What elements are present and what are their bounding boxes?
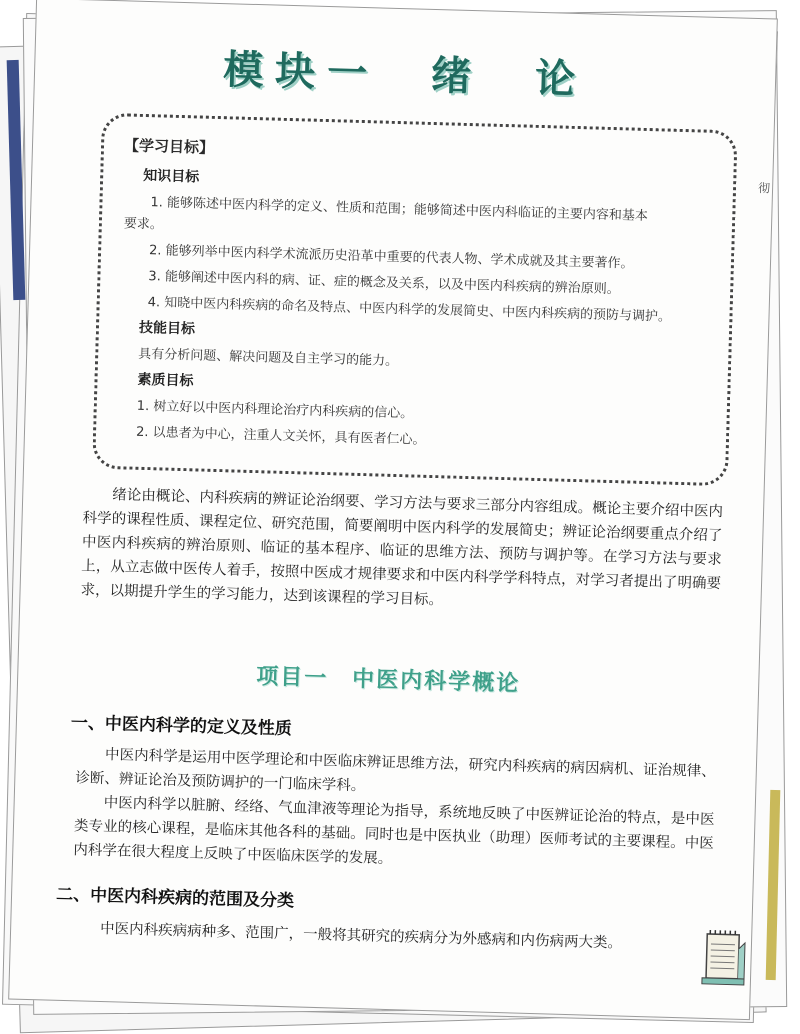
quality-goal-item: 2. 以患者为中心，注重人文关怀，具有医者仁心。	[135, 424, 426, 448]
notebook-icon	[700, 928, 748, 987]
knowledge-goal-item: 3. 能够阐述中医内科的病、证、症的概念及关系，以及中医内科疾病的辨治原则。	[148, 269, 620, 298]
quality-goal-item: 1. 树立好以中医内科理论治疗内科疾病的信心。	[136, 398, 414, 422]
knowledge-goals-heading: 知识目标	[142, 167, 200, 186]
section2-paragraphs	[71, 916, 711, 958]
learning-goals-box	[92, 113, 738, 487]
section2-paragraph: 中医内科疾病病种多、范围广，一般将其研究的疾病分为外感病和内伤病两大类。	[99, 920, 623, 952]
knowledge-goal-item: 1. 能够陈述中医内科学的定义、性质和范围；能够简述中医内科临证的主要内容和基本	[150, 195, 649, 224]
skill-goals-heading: 技能目标	[138, 319, 196, 338]
section-heading: 二、中医内科疾病的范围及分类	[55, 884, 295, 912]
section1-paragraph: 中医内科学以脏腑、经络、气血津液等理论为指导，系统地反映了中医辨证论治的特点，是中医类专业的核心课程，是临床其他各科的基础。同时也是中医执业（助理）医师考试的主要课程。中医内科学在很大程度上反映了中医临床医学的发展。	[73, 795, 715, 868]
project-title: 项目一 中医内科学概论	[255, 664, 521, 697]
section1-paragraphs	[73, 742, 716, 880]
document-page	[8, 0, 778, 1020]
quality-goals-heading: 素质目标	[137, 371, 194, 390]
knowledge-goal-item: 4. 知晓中医内科疾病的命名及特点、中医内科学的发展简史、中医内科疾病的预防与调护。	[147, 295, 672, 325]
knowledge-goal-item: 2. 能够列举中医内科学术流派历史沿革中重要的代表人物、学术成就及其主要著作。	[148, 243, 634, 272]
knowledge-goal-item: 要求。	[123, 216, 164, 233]
intro-text: 绪论由概论、内科疾病的辨证论治纲要、学习方法与要求三部分内容组成。概论主要介绍中医内科学的课程性质、课程定位、研究范围，简要阐明中医内科学的发展简史；辨证论治纲要重点介绍了中医内科疾病的辨治原则、临证的基本程序、临证的思维方法、预防与调护等。在学习方法与要求上，从立志做中医传人着手，按照中医成才规律要求和中医内科学学科特点，对学习者提出了明确要求，以期提升学生的学习能力，达到该课程的学习目标。	[80, 487, 724, 609]
section1-paragraph: 中医内科学是运用中医学理论和中医临床辨证思维方法，研究内科疾病的病因病机、证治规律、诊断、辨证论治及预防调护的一门临床学科。	[75, 747, 717, 795]
module-title: 模块一 绪 论	[222, 46, 588, 104]
skill-goal-item: 具有分析问题、解决问题及自主学习的能力。	[138, 346, 399, 370]
section-heading: 一、中医内科学的定义及性质	[70, 713, 293, 740]
side-mark: 彻	[757, 181, 771, 196]
learning-goals-label: 【学习目标】	[123, 136, 215, 157]
intro-paragraph	[80, 482, 723, 620]
